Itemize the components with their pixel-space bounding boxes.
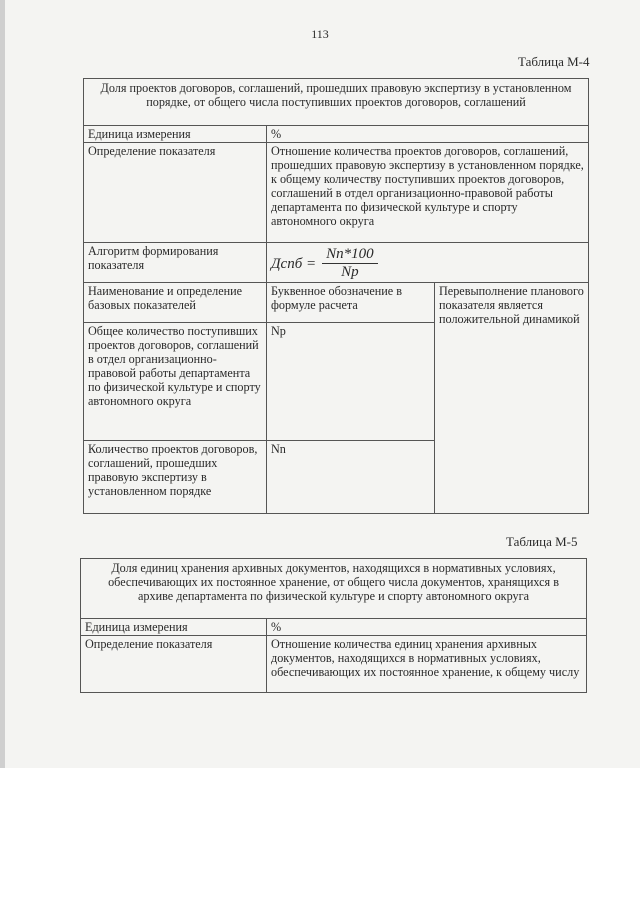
- unit-value: %: [267, 619, 587, 636]
- definition-label: Определение показателя: [84, 143, 267, 243]
- formula-lhs: Дсnб =: [271, 255, 317, 272]
- page-number: 113: [311, 27, 329, 41]
- formula: [271, 246, 378, 281]
- formula-cell: [267, 243, 589, 283]
- definition-label: Определение показателя: [81, 636, 267, 693]
- table-m5-caption: Таблица М-5: [506, 534, 578, 549]
- definition-value: Отношение количества единиц хранения архивных документов, находящихся в нормативных условиях, обеспечивающих их постоянное хранение, к общему числу: [267, 636, 587, 693]
- table-m5-title: Доля единиц хранения архивных документов, находящихся в нормативных условиях, обеспечивающих их постоянное хранение, от общего числа документов, хранящихся в архиве департамента по физической культуре и спорту автономного округа: [81, 559, 587, 619]
- unit-label: Единица измерения: [84, 126, 267, 143]
- table-m4: [83, 78, 589, 514]
- letter-symbol-header: Буквенное обозначение в формуле расчета: [267, 283, 435, 323]
- dynamics-note: Перевыполнение планового показателя является положительной динамикой: [435, 283, 589, 514]
- base-row-symbol: Np: [267, 323, 435, 441]
- unit-value: %: [267, 126, 589, 143]
- formula-denominator: Np: [341, 264, 359, 280]
- table-m4-caption: Таблица М-4: [518, 54, 590, 69]
- definition-value: Отношение количества проектов договоров, соглашений, прошедших правовую экспертизу в установленном порядке, к общему количеству поступивших проектов договоров, соглашений в отдел организационно-правовой работы департамента по физической культуре и спорту автономного округа: [267, 143, 589, 243]
- base-row-name: Количество проектов договоров, соглашений, прошедших правовую экспертизу в установленном порядке: [84, 441, 267, 514]
- formula-fraction: [322, 246, 378, 281]
- base-row-name: Общее количество поступивших проектов договоров, соглашений в отдел организационно-правовой работы департамента по физической культуре и спорту автономного округа: [84, 323, 267, 441]
- algorithm-label: Алгоритм формирования показателя: [84, 243, 267, 283]
- base-indicators-header: Наименование и определение базовых показателей: [84, 283, 267, 323]
- table-m4-title: Доля проектов договоров, соглашений, прошедших правовую экспертизу в установленном порядке, от общего числа поступивших проектов договоров, соглашений: [84, 79, 589, 126]
- table-m5: [80, 558, 587, 693]
- unit-label: Единица измерения: [81, 619, 267, 636]
- formula-numerator: Nn*100: [322, 246, 378, 264]
- page-edge-shadow: [0, 0, 5, 768]
- base-row-symbol: Nn: [267, 441, 435, 514]
